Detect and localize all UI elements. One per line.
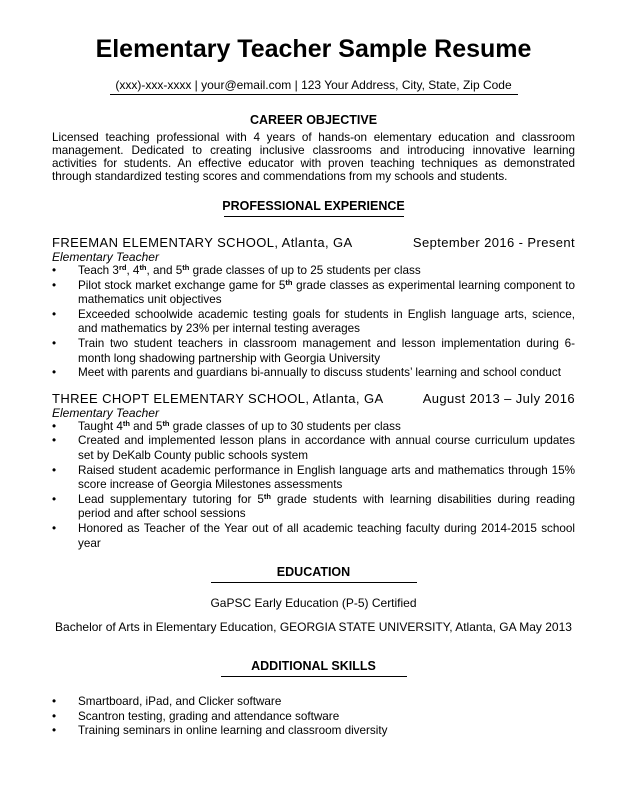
job-header [52,235,575,250]
bullet-icon: • [52,264,57,277]
skills-section [52,659,575,739]
job-title: Elementary Teacher [52,250,159,264]
header-divider [110,94,518,95]
list-item: • Train two student teachers in classroom management and lesson implementation during 6-month long shadowing partnership with Georgia University [52,336,575,365]
list-item: • Created and implemented lesson plans in accordance with annual course curriculum updates set by DeKalb County public schools system [52,434,575,462]
job-employer: FREEMAN ELEMENTARY SCHOOL, Atlanta, GA [52,235,353,250]
certification: GaPSC Early Education (P-5) Certified [210,596,417,611]
list-item: • Lead supplementary tutoring for 5th grade students with learning disabilities during reading period and after school sessions [52,491,575,521]
list-item: • Meet with parents and guardians bi-annually to discuss students’ learning and school conduct [52,366,561,380]
job-entry [52,235,575,381]
bullet-icon: • [52,419,57,433]
education-heading: EDUCATION [276,565,351,580]
list-item: • Training seminars in online learning and classroom diversity [52,724,388,738]
list-item: • Smartboard, iPad, and Clicker software [52,695,282,709]
list-item: • Pilot stock market exchange game for 5th grade classes as experimental learning component to mathematics unit objectives [52,277,575,307]
bullet-icon: • [52,521,57,535]
education-section [52,565,575,634]
experience-heading-rule [224,216,404,217]
skills-list [52,695,575,739]
job-title: Elementary Teacher [52,405,159,420]
objective-text: Licensed teaching professional with 4 years of hands-on elementary education and classroom management. Dedicated to creating inclusive classrooms and introducing innovative learning activities for students. An effective educator with proven teaching techniques as demonstrated through standardized testing scores and commendations from my schools and students. [52,131,575,183]
job-employer: THREE CHOPT ELEMENTARY SCHOOL, Atlanta, GA [52,390,384,406]
job-bullets [52,420,575,551]
degree: Bachelor of Arts in Elementary Education, GEORGIA STATE UNIVERSITY, Atlanta, GA May 2013 [55,620,572,635]
bullet-icon: • [52,366,57,380]
skills-heading: ADDITIONAL SKILLS [251,659,376,674]
bullet-icon: • [52,695,57,709]
bullet-icon: • [52,434,57,448]
bullet-icon: • [52,724,57,738]
list-item: • Exceeded schoolwide academic testing goals for students in English language arts, science, and mathematics by 23% per internal testing averages [52,307,575,336]
bullet-icon: • [52,307,57,321]
list-item: • Raised student academic performance in English language arts and mathematics through 15% score increase of Georgia Milestones assessments [52,463,575,492]
bullet-icon: • [52,709,57,723]
resume-title: Elementary Teacher Sample Resume [95,35,532,63]
bullet-icon: • [52,463,57,477]
job-header [52,391,575,406]
experience-heading: PROFESSIONAL EXPERIENCE [222,199,405,213]
list-item: • Honored as Teacher of the Year out of all academic teaching faculty during 2014-2015 school year [52,521,575,550]
job-entry [52,391,575,551]
experience-section [52,199,575,551]
job-dates: August 2013 – July 2016 [422,390,575,406]
skills-heading-rule [221,676,407,677]
list-item: • Taught 4th and 5th grade classes of up to 30 students per class [52,418,401,433]
bullet-icon: • [52,336,57,350]
list-item: • Scantron testing, grading and attendance software [52,709,340,723]
contact-info: (xxx)-xxx-xxxx | your@email.com | 123 Your Address, City, State, Zip Code [115,78,512,92]
objective-heading: CAREER OBJECTIVE [249,113,378,127]
bullet-icon: • [52,492,57,506]
bullet-icon: • [52,278,57,292]
job-dates: September 2016 - Present [412,235,575,250]
list-item: • Teach 3rd, 4th, and 5th grade classes of up to 25 students per class [52,263,421,277]
objective-section [52,113,575,183]
education-heading-rule [211,582,417,583]
job-bullets [52,264,575,381]
